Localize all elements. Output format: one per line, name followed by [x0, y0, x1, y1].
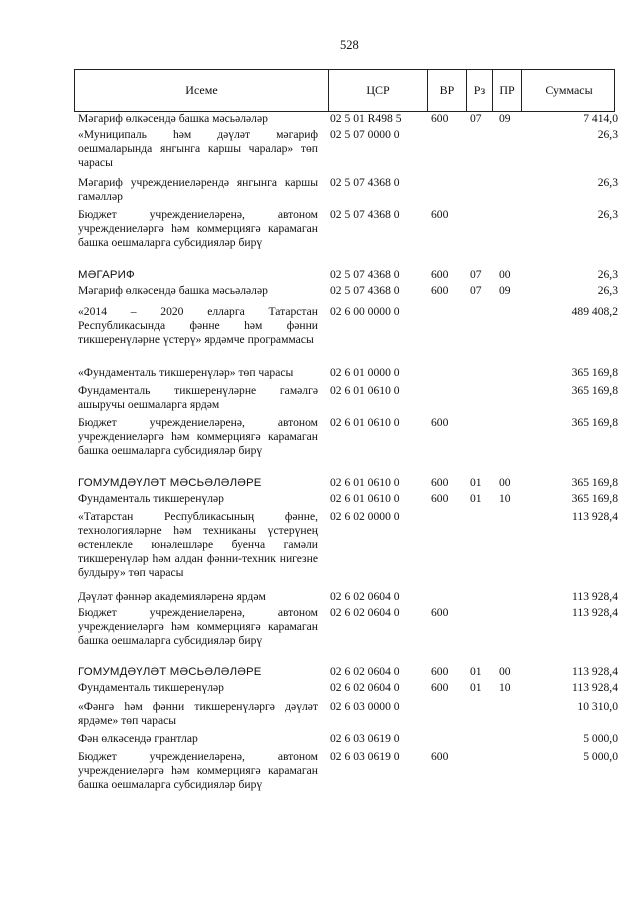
- cell-rz: 01: [470, 665, 482, 678]
- cell-csr: 02 6 03 0619 0: [330, 750, 400, 763]
- cell-vr: 600: [431, 208, 449, 221]
- cell-pr: 10: [499, 492, 511, 505]
- cell-csr: 02 5 07 4368 0: [330, 176, 400, 189]
- cell-sum: 365 169,8: [571, 366, 618, 379]
- cell-sum: 113 928,4: [572, 606, 618, 619]
- cell-sum: 5 000,0: [583, 750, 618, 763]
- cell-name: Фән өлкәсендә грантлар: [78, 732, 198, 745]
- cell-sum: 113 928,4: [572, 510, 618, 523]
- cell-vr: 600: [431, 476, 449, 489]
- cell-vr: 600: [431, 665, 449, 678]
- cell-sum: 26,3: [597, 284, 618, 297]
- cell-csr: 02 6 01 0610 0: [330, 416, 400, 429]
- cell-name: Фундаменталь тикшеренүләрне гамәлгә ашыручы оешмаларга ярдәм: [78, 384, 318, 411]
- cell-csr: 02 6 01 0610 0: [330, 492, 400, 505]
- cell-vr: 600: [431, 492, 449, 505]
- cell-sum: 26,3: [597, 128, 618, 141]
- cell-rz: 07: [470, 112, 482, 125]
- cell-rz: 07: [470, 268, 482, 281]
- cell-name: Бюджет учреждениеләренә, автоном учреждениеләргә һәм коммерциягә карамаган башка оешмаларга субсидияләр бирү: [78, 208, 318, 249]
- cell-csr: 02 6 02 0604 0: [330, 590, 400, 603]
- cell-pr: 10: [499, 681, 511, 694]
- cell-vr: 600: [431, 284, 449, 297]
- cell-csr: 02 6 01 0610 0: [330, 476, 400, 489]
- cell-rz: 07: [470, 284, 482, 297]
- cell-name: Бюджет учреждениеләренә, автоном учреждениеләргә һәм коммерциягә карамаган башка оешмаларга субсидияләр бирү: [78, 416, 318, 457]
- cell-sum: 365 169,8: [571, 416, 618, 429]
- cell-name: Бюджет учреждениеләренә, автоном учреждениеләргә һәм коммерциягә карамаган башка оешмаларга субсидияләр бирү: [78, 750, 318, 791]
- cell-csr: 02 6 02 0604 0: [330, 681, 400, 694]
- cell-name: Фундаменталь тикшеренүләр: [78, 681, 224, 694]
- cell-sum: 26,3: [597, 208, 618, 221]
- cell-csr: 02 6 02 0604 0: [330, 606, 400, 619]
- cell-name: МӘГАРИФ: [78, 269, 135, 281]
- cell-sum: 365 169,8: [571, 384, 618, 397]
- cell-pr: 09: [499, 112, 511, 125]
- cell-csr: 02 6 03 0000 0: [330, 700, 400, 713]
- cell-name: Мәгариф өлкәсендә башка мәсьәләләр: [78, 112, 268, 125]
- cell-sum: 365 169,8: [571, 476, 618, 489]
- cell-csr: 02 6 01 0000 0: [330, 366, 400, 379]
- cell-csr: 02 6 02 0000 0: [330, 510, 400, 523]
- cell-csr: 02 6 00 0000 0: [330, 305, 400, 318]
- cell-csr: 02 5 01 R498 5: [330, 112, 402, 125]
- cell-name: ГОМУМДӘҮЛӘТ МӘСЬӘЛӘЛӘРЕ: [78, 477, 262, 489]
- cell-name: «Фәнгә һәм фәнни тикшеренүләргә дәүләт ярдәме» төп чарасы: [78, 700, 318, 727]
- cell-name: Бюджет учреждениеләренә, автоном учреждениеләргә һәм коммерциягә карамаган башка оешмаларга субсидияләр бирү: [78, 606, 318, 647]
- cell-sum: 10 310,0: [577, 700, 618, 713]
- cell-name: Мәгариф учреждениеләрендә янгынга каршы гамәлләр: [78, 176, 318, 203]
- cell-name: Дәүләт фәннәр академияләренә ярдәм: [78, 590, 266, 603]
- cell-name: Фундаменталь тикшеренүләр: [78, 492, 224, 505]
- cell-name: «Муниципаль һәм дәүләт мәгариф оешмаларында янгынга каршы чаралар» төп чарасы: [78, 128, 318, 169]
- cell-sum: 489 408,2: [571, 305, 618, 318]
- header-vr: ВР: [428, 70, 467, 111]
- cell-pr: 00: [499, 665, 511, 678]
- header-csr: ЦСР: [329, 70, 428, 111]
- cell-sum: 113 928,4: [572, 590, 618, 603]
- cell-vr: 600: [431, 268, 449, 281]
- cell-csr: 02 5 07 0000 0: [330, 128, 400, 141]
- cell-rz: 01: [470, 476, 482, 489]
- cell-sum: 113 928,4: [572, 665, 618, 678]
- cell-csr: 02 5 07 4368 0: [330, 208, 400, 221]
- cell-pr: 00: [499, 268, 511, 281]
- cell-name: Мәгариф өлкәсендә башка мәсьәләләр: [78, 284, 268, 297]
- cell-sum: 26,3: [597, 176, 618, 189]
- cell-vr: 600: [431, 681, 449, 694]
- cell-pr: 00: [499, 476, 511, 489]
- page-number: 528: [340, 38, 359, 52]
- cell-vr: 600: [431, 750, 449, 763]
- cell-sum: 365 169,8: [571, 492, 618, 505]
- cell-csr: 02 6 01 0610 0: [330, 384, 400, 397]
- cell-csr: 02 5 07 4368 0: [330, 284, 400, 297]
- cell-name: «Фундаменталь тикшеренүләр» төп чарасы: [78, 366, 294, 379]
- header-rz: Рз: [467, 70, 493, 111]
- cell-rz: 01: [470, 492, 482, 505]
- header-sum: Суммасы: [545, 83, 593, 97]
- cell-name: ГОМУМДӘҮЛӘТ МӘСЬӘЛӘЛӘРЕ: [78, 666, 262, 678]
- cell-sum: 113 928,4: [572, 681, 618, 694]
- cell-vr: 600: [431, 416, 449, 429]
- cell-vr: 600: [431, 606, 449, 619]
- cell-sum: 7 414,0: [583, 112, 618, 125]
- cell-name: «Татарстан Республикасының фәнне, технологияләрне һәм техниканы үстерүнең өстенлекле юнәлешләре буенча гамәли тикшеренүләр һәм алдан фәнни-техник нигезне булдыру» төп чарасы: [78, 510, 318, 579]
- header-pr: ПР: [493, 70, 522, 111]
- cell-csr: 02 5 07 4368 0: [330, 268, 400, 281]
- table-header: [74, 69, 615, 112]
- cell-name: «2014 – 2020 елларга Татарстан Республикасында фәнне һәм фәнни тикшеренүләрне үстерү» ярдәмче программасы: [78, 305, 318, 346]
- cell-csr: 02 6 03 0619 0: [330, 732, 400, 745]
- cell-sum: 5 000,0: [583, 732, 618, 745]
- cell-rz: 01: [470, 681, 482, 694]
- cell-vr: 600: [431, 112, 449, 125]
- cell-pr: 09: [499, 284, 511, 297]
- header-name: Исеме: [75, 70, 329, 111]
- cell-sum: 26,3: [597, 268, 618, 281]
- cell-csr: 02 6 02 0604 0: [330, 665, 400, 678]
